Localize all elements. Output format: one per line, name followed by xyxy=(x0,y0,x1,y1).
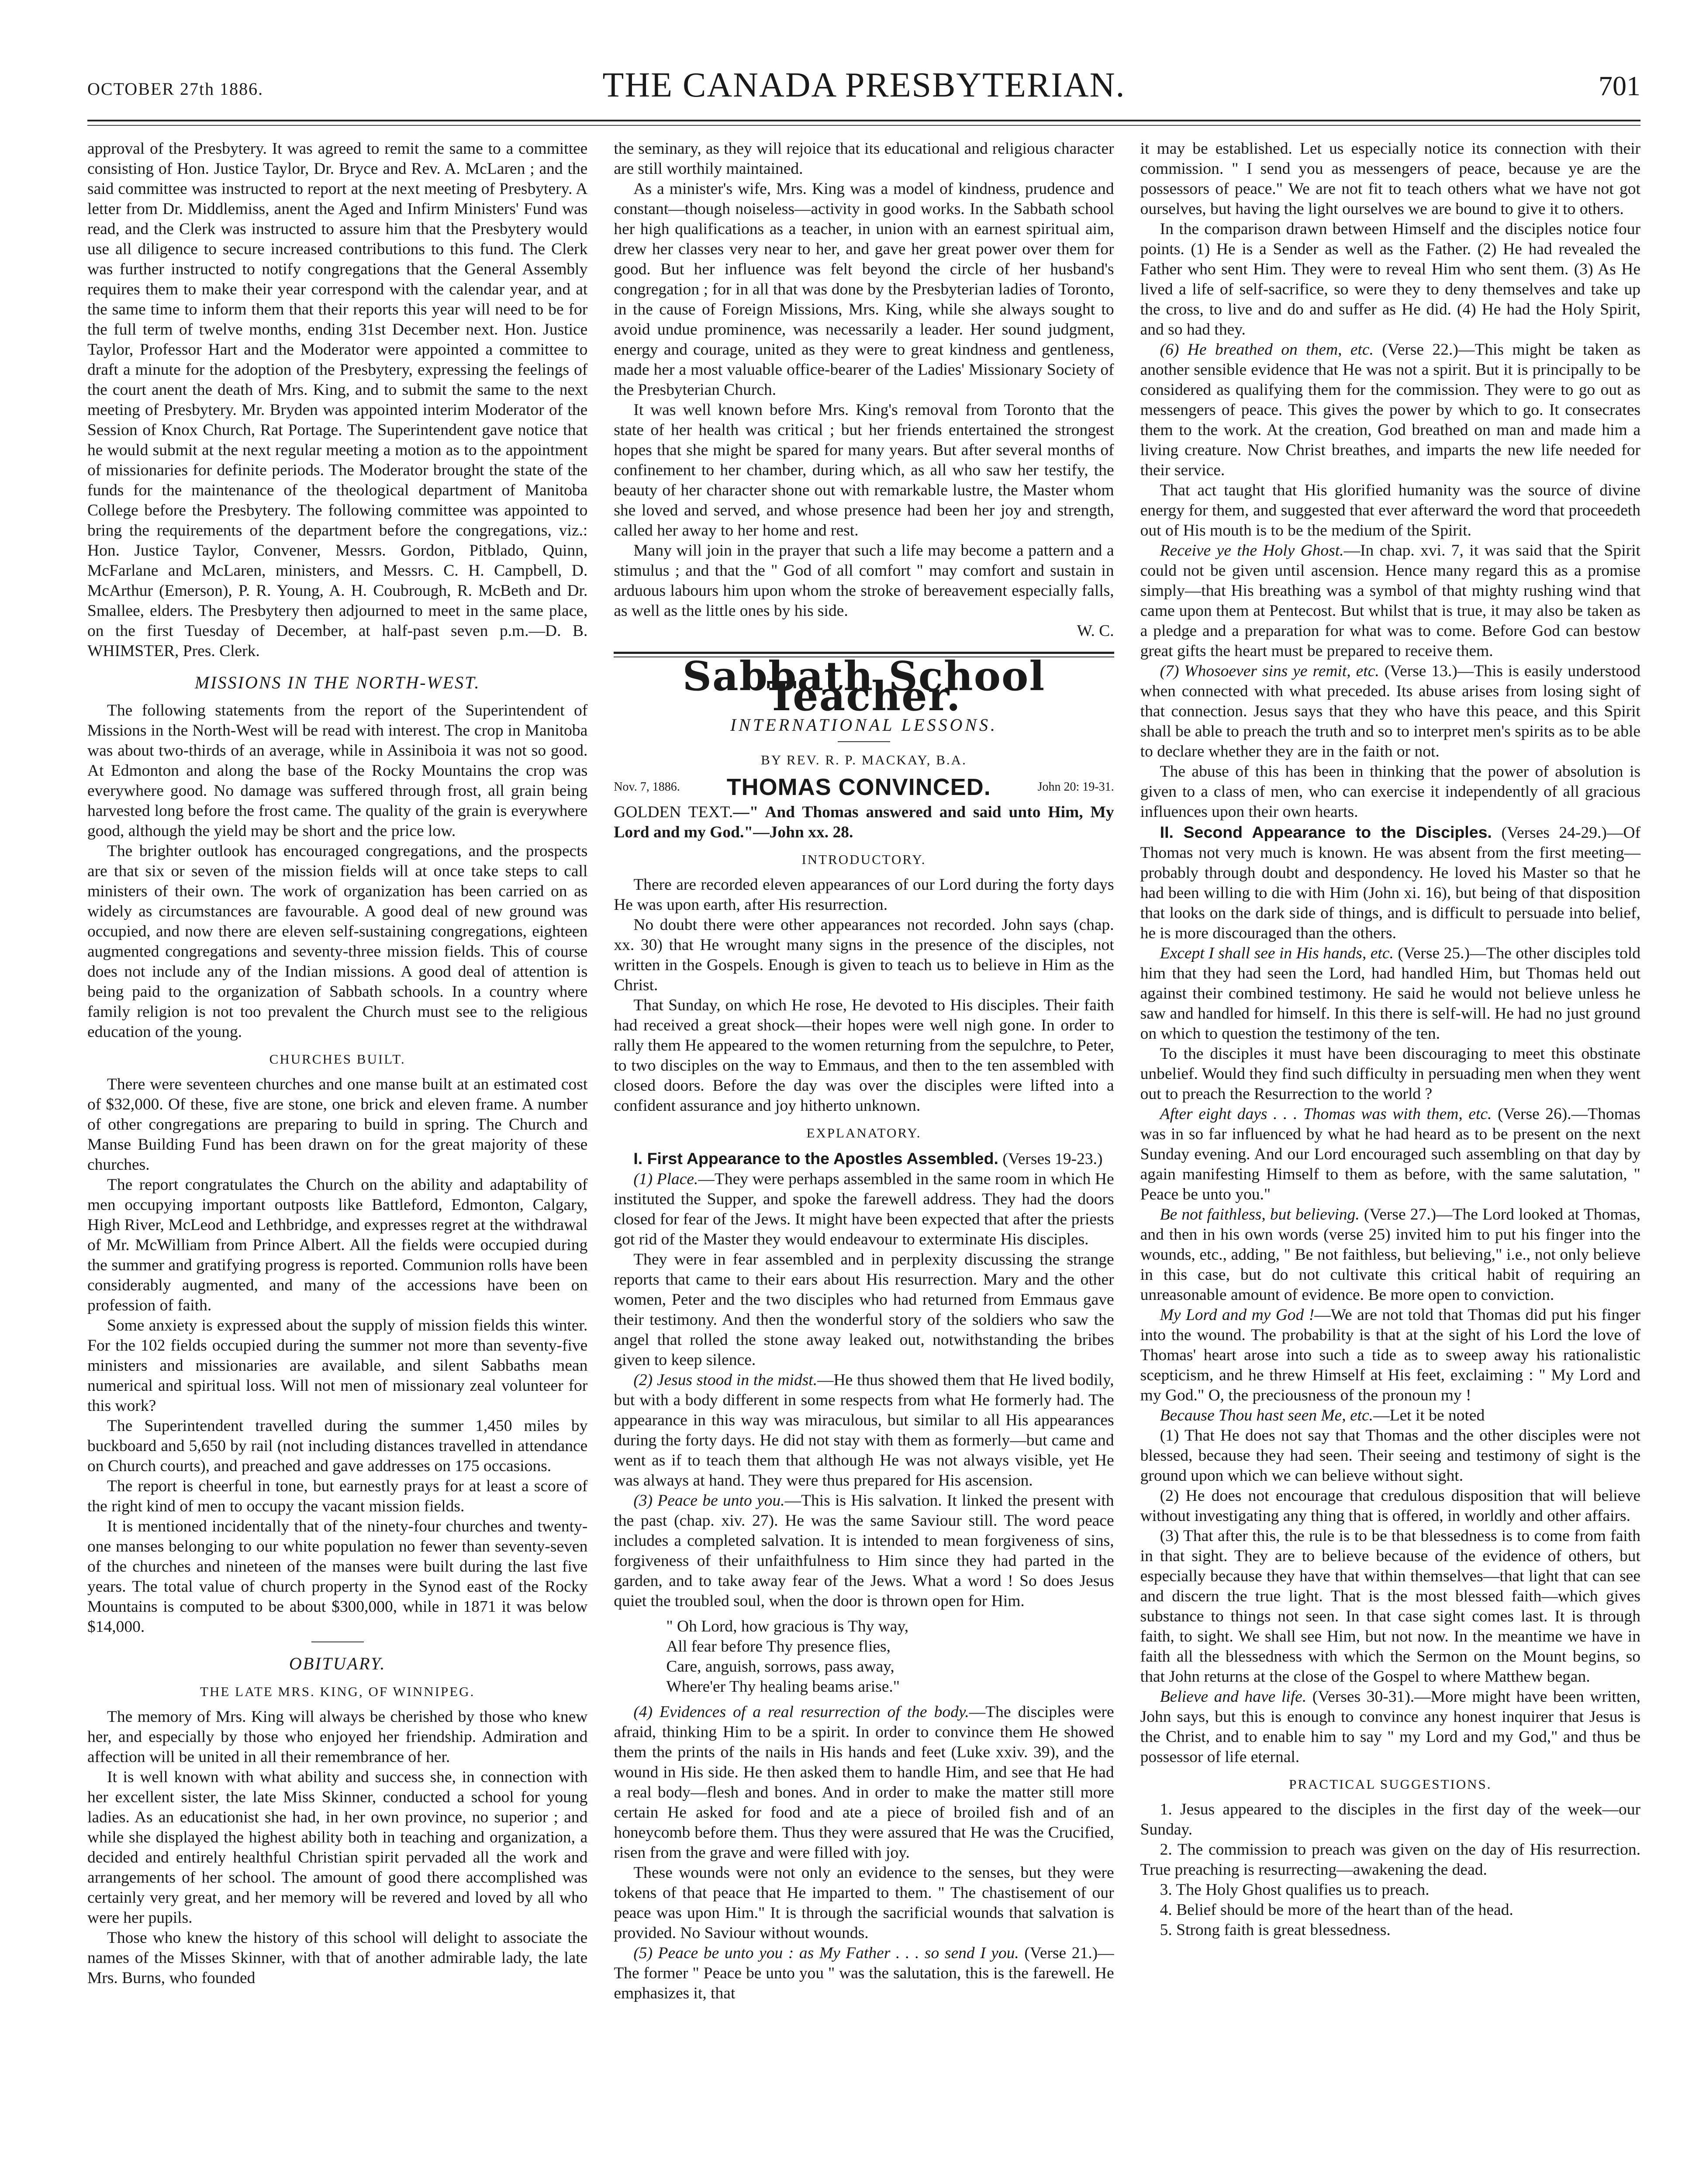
churches-paragraph: The report is cheerful in tone, but earnestly prays for at least a score of the right kind of men to occupy the vacant mission fields. xyxy=(87,1477,588,1515)
explanatory-paragraph xyxy=(1140,1205,1640,1305)
churches-built-heading: CHURCHES BUILT. xyxy=(269,1051,406,1067)
obituary-signature: W. C. xyxy=(1077,622,1114,640)
column-2 xyxy=(614,139,1114,2004)
explanatory-paragraph xyxy=(614,1702,1114,1863)
churches-paragraph: Some anxiety is expressed about the supply of mission fields this winter. For the 102 fields occupied during the summer not more than seventy-five ministers and missionaries are available, and silent Sabbaths mean numerical and spiritual loss. Will not men of missionary zeal volunteer for this work? xyxy=(87,1317,588,1415)
obituary-heading: OBITUARY. xyxy=(289,1654,386,1673)
point-text: (Verse 13.)—This is easily understood when connected with what preceded. Its abuse arises from losing sight of that connection. Jesus says that they who have this peace, and this Spirit shall be able to preach the truth and so to interpret men's spirits as to be able to declare whether they are in the faith or not. xyxy=(1140,662,1640,760)
first-appearance-ref: (Verses 19-23.) xyxy=(1002,1150,1103,1168)
suggestion-item: 3. The Holy Ghost qualifies us to preach. xyxy=(1160,1881,1430,1899)
lesson-title: THOMAS CONVINCED. xyxy=(726,774,991,800)
explanatory-paragraph: (1) That He does not say that Thomas and the other disciples were not blessed, because they had seen. Their seeing and testimony of sight is the ground upon which we can believe without sight. xyxy=(1140,1427,1640,1485)
first-appearance-heading xyxy=(614,1148,1114,1169)
point-label: (4) Evidences of a real resurrection of the body. xyxy=(633,1703,969,1721)
lesson-scripture-ref: John 20: 19-31. xyxy=(1037,780,1114,794)
explanatory-paragraph: That act taught that His glorified humanity was the source of divine energy for them, and suggested that ever afterward the word that proceedeth out of His mouth is to be the medium of the Spirit. xyxy=(1140,481,1640,539)
explanatory-paragraph: These wounds were not only an evidence to the senses, but they were tokens of that peace that He imparted to them. " The chastisement of our peace was upon Him." It is through the sacrificial wounds that salvation is provided. No Saviour without wounds. xyxy=(614,1864,1114,1942)
second-appearance-heading xyxy=(1140,822,1640,943)
obituary-subheading: THE LATE MRS. KING, OF WINNIPEG. xyxy=(200,1684,475,1699)
author-byline: BY REV. R. P. MACKAY, B.A. xyxy=(761,752,967,767)
explanatory-paragraph xyxy=(614,1169,1114,1250)
point-label: (3) Peace be unto you. xyxy=(633,1492,785,1510)
point-text: —This is His salvation. It linked the present with the past (chap. xiv. 27). He was the same Saviour still. The word peace includes a completed salvation. It is intended to mean forgiveness of sins, forgiveness of their unfaithfulness to Him since they had parted in the garden, and to take away fear of the Jews. What a word ! So does Jesus quiet the troubled soul, when the door is thrown open for Him. xyxy=(614,1492,1114,1610)
explanatory-paragraph: To the disciples it must have been discouraging to meet this obstinate unbelief. Would they find such difficulty in persuading men when they went out to preach the Resurrection to the world ? xyxy=(1140,1045,1640,1103)
obituary-paragraph xyxy=(614,541,1114,621)
explanatory-paragraph: They were in fear assembled and in perplexity discussing the strange reports that came to their ears about His resurrection. Mary and the other women, Peter and the two disciples who had returned from Emmaus gave their testimony. And then the wonderful story of the soldiers who saw the angel that rolled the stone away leaked out, notwithstanding the bribes given to keep silence. xyxy=(614,1251,1114,1369)
point-text: (Verse 26).—Thomas was in so far influenced by what he had heard as to be present on the next Sunday evening. And our Lord encouraged such assembling on that day by again manifesting Himself to them as before, with the same salutation, " Peace be unto you." xyxy=(1140,1105,1640,1203)
sabbath-school-teacher-title: Sabbath School Teacher. xyxy=(682,653,1046,720)
golden-text-label: GOLDEN TEXT. xyxy=(614,803,733,821)
explanatory-paragraph xyxy=(1140,1406,1640,1426)
suggestion-item: 5. Strong faith is great blessedness. xyxy=(1160,1921,1391,1939)
header-rule xyxy=(87,120,1640,121)
introductory-paragraph: No doubt there were other appearances not recorded. John says (chap. xx. 30) that He wrought many signs in the presence of the disciples, not written in the Gospels. Enough is given to teach us to believe in Him as the Christ. xyxy=(614,916,1114,994)
explanatory-paragraph: (3) That after this, the rule is to be that blessedness is to come from faith in that sight. They are to believe because of the evidence of others, but especially because they have that within themselves—that light that can see and discern the true light. That is the most blessed faith—which gives substance to things not seen. In that case sight comes last. It is through faith, to sight. We shall see Him, but not now. In the meantime we have in faith all the blessedness with which the Sermon on the Mount begins, so that John returns at the close of the Gospel to where Matthew began. xyxy=(1140,1527,1640,1686)
missions-paragraph: The following statements from the report of the Superintendent of Missions in the North-West will be read with interest. The crop in Manitoba was about two-thirds of an average, while in Assiniboia it was not so good. At Edmonton and along the base of the Rocky Mountains the crop was everywhere good. No damage was suffered through frost, all grain being harvested long before the frost came. The quality of the grain is everywhere good, although the yield may be short and the price low. xyxy=(87,702,588,840)
point-text: (Verses 30-31).—More might have been written, John says, but this is enough to convince any honest inquirer that Jesus is the Christ, and to enable him to say " my Lord and my God," and thus be possessor of life eternal. xyxy=(1140,1688,1640,1766)
second-appearance-text: —Of Thomas not very much is known. He was absent from the first meeting—probably through doubt and despondency. He loved his Master so that he had been willing to die with Him (John xi. 16), but being of that disposition that looks on the dark side of things, and is difficult to persuade into belief, he is more discouraged than the others. xyxy=(1140,824,1640,942)
hymn-line: Where'er Thy healing beams arise." xyxy=(666,1678,900,1696)
explanatory-paragraph xyxy=(614,1491,1114,1611)
first-appearance-title: I. First Appearance to the Apostles Assembled. xyxy=(633,1149,998,1168)
point-label: Be not faithless, but believing. xyxy=(1160,1206,1360,1223)
masthead-title: THE CANADA PRESBYTERIAN. xyxy=(602,66,1126,104)
second-appearance-ref: (Verses 24-29.) xyxy=(1501,824,1607,842)
header-rule-thin xyxy=(87,125,1640,126)
presbytery-report-continued: approval of the Presbytery. It was agreed to remit the same to a committee consisting of Hon. Justice Taylor, Dr. Bryce and Rev. A. McLaren ; and the said committee was instructed to report at the next meeting of Presbytery. A letter from Dr. Middlemiss, anent the Aged and Infirm Ministers' Fund was read, and the Clerk was instructed to assure him that the Presbytery would use all diligence to secure increased contributions to this fund. The Clerk was further instructed to notify congregations that the General Assembly requires them to make their year correspond with the calendar year, and at the same time to inform them that their reports this year will need to be for the full term of twelve months, ending 31st December next. Hon. Justice Taylor, Professor Hart and the Moderator were appointed a committee to draft a minute for the adoption of the Presbytery, expressing the feelings of the court anent the death of Mrs. King, and to submit the same to the next meeting of Presbytery. Mr. Bryden was appointed interim Moderator of the Session of Knox Church, Rat Portage. The Superintendent gave notice that he would submit at the next regular meeting a motion as to the appointment of missionaries for definite periods. The Moderator brought the state of the funds for the maintenance of the theological department of Manitoba College before the Presbytery. The following committee was appointed to bring the requirements of the department before the congregations, viz.: Hon. Justice Taylor, Convener, Messrs. Gordon, Pitblado, Quinn, McFarlane and McLaren, ministers, and Messrs. C. H. Campbell, D. McArthur (Emerson), P. R. Young, A. H. Coubrough, R. McBeth and Dr. Smallee, elders. The Presbytery then adjourned to meet in the same place, on the first Tuesday of December, at half-past seven p.m.—D. B. WHIMSTER, Pres. Clerk. xyxy=(87,140,588,660)
point-text: —They were perhaps assembled in the same room in which He instituted the Supper, and spoke the farewell address. They had the doors closed for fear of the Jews. It might have been expected that after the priests got rid of the Master they would endeavour to exterminate His disciples. xyxy=(614,1170,1114,1248)
missions-heading: MISSIONS IN THE NORTH-WEST. xyxy=(194,673,480,692)
churches-paragraph: The report congratulates the Church on the ability and adaptability of men occupying important outposts like Battleford, Edmonton, Calgary, High River, McLeod and Lethbridge, and expresses regret at the withdrawal of Mr. McWilliam from Prince Albert. All the fields were occupied during the summer and gratifying progress is reported. Communion rolls have been considerably augmented, and many of the accessions have been on profession of faith. xyxy=(87,1176,588,1314)
point-text: —He thus showed them that He lived bodily, but with a body different in some respects from what He formerly had. The appearance in this way was miraculous, but similar to all His appearances during the forty days. He did not stay with them as formerly—but came and went as if to teach them that although He was not always visible, yet He was always at hand. They were thus prepared for His ascension. xyxy=(614,1371,1114,1489)
explanatory-heading: EXPLANATORY. xyxy=(806,1125,922,1140)
international-lessons-heading: INTERNATIONAL LESSONS. xyxy=(730,715,998,735)
explanatory-paragraph xyxy=(1140,340,1640,480)
hymn-line: " Oh Lord, how gracious is Thy way, xyxy=(666,1617,909,1635)
explanatory-paragraph xyxy=(1140,541,1640,661)
issue-date: OCTOBER 27th 1886. xyxy=(87,79,264,99)
explanatory-paragraph: (2) He does not encourage that credulous disposition that will believe without investigating any thing that is offered, in worldly and other affairs. xyxy=(1140,1487,1640,1525)
point-label: My Lord and my God ! xyxy=(1160,1306,1315,1324)
short-rule xyxy=(838,741,890,742)
obituary-closing-text: Many will join in the prayer that such a life may become a pattern and a stimulus ; and that the " God of all comfort " may comfort and sustain in arduous labours him upon whom the stroke of bereavement especially falls, as well as the little ones by his side. xyxy=(614,542,1114,620)
explanatory-continued: it may be established. Let us especially notice its connection with their commission. " I send you as messengers of peace, because ye are the possessors of peace." We are not fit to teach others what we have not got ourselves, but having the light ourselves we are bound to give it to others. xyxy=(1140,140,1640,218)
obituary-paragraph: The memory of Mrs. King will always be cherished by those who knew her, and especially by those who enjoyed her friendship. Admiration and affection will be united in all their remembrance of her. xyxy=(87,1708,588,1766)
churches-paragraph: The Superintendent travelled during the summer 1,450 miles by buckboard and 5,650 by rail (not including distances travelled in attendance on Church courts), and preached and gave addresses on 175 occasions. xyxy=(87,1417,588,1475)
explanatory-paragraph xyxy=(1140,1305,1640,1406)
point-label: (5) Peace be unto you : as My Father . . . so send I you. xyxy=(633,1944,1019,1962)
hymn-line: All fear before Thy presence flies, xyxy=(666,1638,891,1655)
columns xyxy=(87,139,1640,2004)
explanatory-paragraph: The abuse of this has been in thinking that the power of absolution is given to a class of men, who can exercise it independently of all gracious influences upon their own hearts. xyxy=(1140,763,1640,821)
suggestion-item: 1. Jesus appeared to the disciples in the first day of the week—our Sunday. xyxy=(1140,1800,1640,1838)
point-text: (Verse 22.)—This might be taken as another sensible evidence that He was not a spirit. But it is principally to be considered as qualifying them for the commission. They were to go out as messengers of peace. This gives the power by which to go. It consecrates them to the work. At the creation, God breathed on man and made him a living creature. Now Christ breathes, and imparts the new life needed for their service. xyxy=(1140,341,1640,479)
golden-text-body: —" And Thomas answered and said unto Him, My Lord and my God."—John xx. 28. xyxy=(614,803,1114,841)
point-label: (7) Whosoever sins ye remit, etc. xyxy=(1160,662,1379,680)
introductory-heading: INTRODUCTORY. xyxy=(801,852,926,867)
explanatory-paragraph xyxy=(1140,661,1640,762)
page-number: 701 xyxy=(1599,70,1640,101)
hymn-quote xyxy=(666,1617,1114,1697)
explanatory-paragraph xyxy=(1140,1687,1640,1767)
point-text: (Verse 27.)—The Lord looked at Thomas, and then in his own words (verse 25) invited him to put his finger into the wounds, etc., adding, " Be not faithless, but believing," i.e., not only believe in this case, but do not cultivate this critical habit of requiring an unreasonable amount of evidence. Be more open to conviction. xyxy=(1140,1206,1640,1304)
introductory-paragraph: There are recorded eleven appearances of our Lord during the forty days He was upon earth, after His resurrection. xyxy=(614,876,1114,914)
suggestion-item: 4. Belief should be more of the heart than of the head. xyxy=(1160,1901,1513,1919)
explanatory-paragraph xyxy=(1140,943,1640,1044)
point-text: (Verse 21.)—The former " Peace be unto you " was the salutation, this is the farewell. He emphasizes it, that xyxy=(614,1944,1114,2002)
point-label: (6) He breathed on them, etc. xyxy=(1160,341,1374,359)
point-text: —In chap. xvi. 7, it was said that the Spirit could not be given until ascension. Hence many regard this as a promise simply—that His breathing was a symbol of that mighty rushing wind that came upon them at Pentecost. But whilst that is true, it may also be taken as a pledge and a preparation for what was to come. Before God can bestow great gifts the heart must be prepared to receive them. xyxy=(1140,542,1640,660)
column-3 xyxy=(1140,139,1640,2004)
second-appearance-title: II. Second Appearance to the Disciples. xyxy=(1160,823,1492,841)
point-label: Except I shall see in His hands, etc. xyxy=(1160,944,1394,962)
lesson-title-row xyxy=(614,774,1114,800)
point-text: —Let it be noted xyxy=(1373,1406,1485,1424)
point-label: (2) Jesus stood in the midst. xyxy=(633,1371,818,1389)
obituary-continued: the seminary, as they will rejoice that its educational and religious character are still worthily maintained. xyxy=(614,140,1114,178)
hymn-line: Care, anguish, sorrows, pass away, xyxy=(666,1658,894,1676)
section-divider xyxy=(311,1641,364,1642)
missions-paragraph: The brighter outlook has encouraged congregations, and the prospects are that six or seven of the mission fields will at once take steps to call ministers of their own. The work of organization has been carried on as widely as circumstances are favourable. A good deal of new ground was occupied, and now there are eleven self-sustaining congregations, eighteen augmented congregations and seventy-three mission fields. This of course does not include any of the Indian missions. A good deal of attention is being paid to the organization of Sabbath schools. In a country where family religion is not too prevalent the Church must see to the religious education of the young. xyxy=(87,842,588,1041)
column-1 xyxy=(87,139,587,2004)
point-label: After eight days . . . Thomas was with them, etc. xyxy=(1160,1105,1492,1123)
point-label: Receive ye the Holy Ghost. xyxy=(1160,542,1344,560)
point-text: (Verse 25.)—The other disciples told him that they had seen the Lord, had handled Him, but Thomas held out against their combined testimony. He said he would not believe unless he saw and handled for himself. In this there is self-will. He had no just ground on which to question the testimony of the ten. xyxy=(1140,944,1640,1043)
practical-suggestions-heading: PRACTICAL SUGGESTIONS. xyxy=(1289,1776,1492,1792)
lesson-date: Nov. 7, 1886. xyxy=(614,780,680,794)
introductory-paragraph: That Sunday, on which He rose, He devoted to His disciples. Their faith had received a great shock—their hopes were well nigh gone. In order to rally them He appeared to the women returning from the sepulchre, to Peter, to two disciples on the way to Emmaus, and then to the ten assembled with closed doors. Before the day was over the disciples were lifted into a confident assurance and joy hitherto unknown. xyxy=(614,996,1114,1115)
point-text: —The disciples were afraid, thinking Him to be a spirit. In order to convince them He showed them the prints of the nails in His hands and feet (Luke xxiv. 39), and the wound in His side. He then asked them to handle Him, and see that He had a real body—flesh and bones. And in order to make the matter still more certain He asked for food and ate a piece of broiled fish and of an honeycomb before them. Thus they were assured that He was the Crucified, risen from the grave and were filled with joy. xyxy=(614,1703,1114,1862)
churches-paragraph: It is mentioned incidentally that of the ninety-four churches and twenty-one manses belonging to our white population no fewer than seventy-seven of the churches and nineteen of the manses were built during the last five years. The total value of church property in the Synod east of the Rocky Mountains is computed to be about $300,000, while in 1871 it was below $14,000. xyxy=(87,1517,588,1636)
golden-text xyxy=(614,802,1114,843)
page-header xyxy=(87,66,1640,114)
churches-paragraph: There were seventeen churches and one manse built at an estimated cost of $32,000. Of these, five are stone, one brick and eleven frame. A number of other congregations are preparing to build in spring. The Church and Manse Building Fund has been drawn on for the great majority of these churches. xyxy=(87,1075,588,1174)
explanatory-paragraph: In the comparison drawn between Himself and the disciples notice four points. (1) He is a Sender as well as the Father. (2) He had revealed the Father who sent Him. They were to reveal Him who sent them. (3) As He lived a life of self-sacrifice, so were they to deny themselves and take up the cross, to live and do and suffer as He did. (4) He had the Holy Spirit, and so had they. xyxy=(1140,220,1640,339)
point-text: —We are not told that Thomas did put his finger into the wound. The probability is that at the sight of his Lord the love of Thomas' heart arose into such a tide as to sweep away his rationalistic scepticism, and he threw Himself at His feet, exclaiming : " My Lord and my God." O, the preciousness of the pronoun my ! xyxy=(1140,1306,1640,1404)
suggestion-item: 2. The commission to preach was given on the day of His resurrection. True preaching is resurrecting—awakening the dead. xyxy=(1140,1841,1640,1879)
point-label: Because Thou hast seen Me, etc. xyxy=(1160,1406,1374,1424)
obituary-paragraph: As a minister's wife, Mrs. King was a model of kindness, prudence and constant—though noiseless—activity in good works. In the Sabbath school her high qualifications as a teacher, in union with an earnest spiritual aim, drew her classes very near to her, and gave her great power over them for good. But her influence was felt beyond the circle of her husband's congregation ; for in all that was done by the Presbyterian ladies of Toronto, in the cause of Foreign Missions, Mrs. King, while she always sought to avoid undue prominence, was necessarily a leader. Her sound judgment, energy and courage, united as they were to great kindness and gentleness, made her a most valuable office-bearer of the Ladies' Missionary Society of the Presbyterian Church. xyxy=(614,180,1114,399)
obituary-paragraph: Those who knew the history of this school will delight to associate the names of the Misses Skinner, with that of another admirable lady, the late Mrs. Burns, who founded xyxy=(87,1929,588,1987)
explanatory-paragraph xyxy=(614,1370,1114,1491)
point-label: Believe and have life. xyxy=(1160,1688,1307,1706)
point-label: (1) Place. xyxy=(633,1170,698,1188)
explanatory-paragraph xyxy=(614,1943,1114,2004)
obituary-paragraph: It is well known with what ability and success she, in connection with her excellent sister, the late Miss Skinner, conducted a school for young ladies. As an educationist she had, in her own province, no superior ; and while she displayed the highest ability both in teaching and organization, a decided and entirely healthful Christian spirit pervaded all the work and arrangements of her school. The amount of good there accomplished was certainly very great, and her memory will be revered and loved by all who were her pupils. xyxy=(87,1768,588,1927)
explanatory-paragraph xyxy=(1140,1104,1640,1205)
obituary-paragraph: It was well known before Mrs. King's removal from Toronto that the state of her health was critical ; but her friends entertained the strongest hopes that she might be spared for many years. But after several months of confinement to her chamber, during which, as all who saw her testify, the beauty of her character shone out with remarkable lustre, the Master whom she loved and served, and whose presence had been her joy and strength, called her away to her home and rest. xyxy=(614,401,1114,539)
